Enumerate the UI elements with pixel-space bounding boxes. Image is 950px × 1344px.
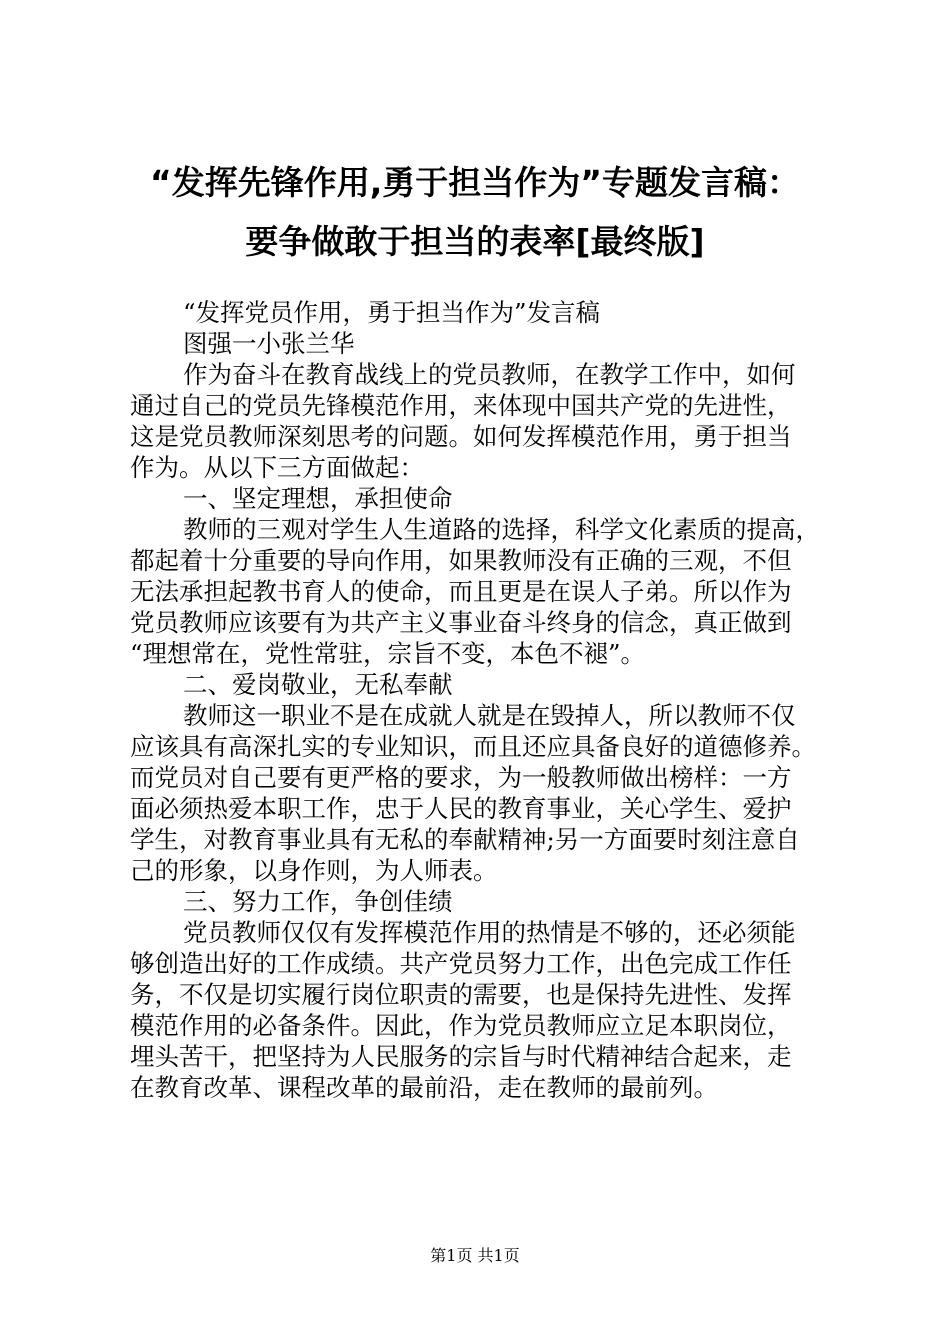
text-line: 模范作用的必备条件。因此，作为党员教师应立足本职岗位， xyxy=(130,1011,792,1040)
text-line: 学生，对教育事业具有无私的奉献精神;另一方面要时刻注意自 xyxy=(130,825,800,854)
text-line: 二、爱岗敬业，无私奉献 xyxy=(183,670,453,699)
text-line: 埋头苦干，把坚持为人民服务的宗旨与时代精神结合起来，走 xyxy=(130,1042,792,1071)
document-title-line-1: “发挥先锋作用,勇于担当作为”专题发言稿： xyxy=(150,163,800,202)
text-line: “理想常在，党性常驻，宗旨不变，本色不褪”。 xyxy=(130,639,646,668)
paragraph-subtitle xyxy=(130,297,830,328)
text-line: 作为奋斗在教育战线上的党员教师，在教学工作中，如何 xyxy=(183,360,796,389)
text-line: 务，不仅是切实履行岗位职责的需要，也是保持先进性、发挥 xyxy=(130,980,792,1009)
text-line: 三、努力工作，争创佳绩 xyxy=(183,887,453,916)
page-number-footer: 第1页 共1页 xyxy=(430,1246,520,1265)
text-line: 教师这一职业不是在成就人就是在毁掉人，所以教师不仅 xyxy=(183,701,796,730)
text-line: 无法承担起教书育人的使命，而且更是在误人子弟。所以作为 xyxy=(130,577,792,606)
text-line: 面必须热爱本职工作，忠于人民的教育事业，关心学生、爱护 xyxy=(130,794,792,823)
paragraph-section-1 xyxy=(130,514,830,669)
text-line: 己的形象，以身作则，为人师表。 xyxy=(130,856,498,885)
document-body xyxy=(130,297,830,1103)
text-line: “发挥党员作用，勇于担当作为”发言稿 xyxy=(183,298,601,327)
paragraph-intro xyxy=(130,359,830,483)
text-line: 应该具有高深扎实的专业知识，而且还应具备良好的道德修养。 xyxy=(130,732,816,761)
text-line: 图强一小张兰华 xyxy=(183,329,355,358)
section-heading-3 xyxy=(130,886,830,917)
paragraph-section-3 xyxy=(130,917,830,1103)
text-line: 一、坚定理想，承担使命 xyxy=(183,484,453,513)
text-line: 在教育改革、课程改革的最前沿，走在教师的最前列。 xyxy=(130,1073,718,1102)
text-line: 都起着十分重要的导向作用，如果教师没有正确的三观，不但 xyxy=(130,546,792,575)
text-line: 党员教师应该要有为共产主义事业奋斗终身的信念，真正做到 xyxy=(130,608,792,637)
paragraph-section-2 xyxy=(130,700,830,886)
text-line: 作为。从以下三方面做起： xyxy=(130,453,424,482)
section-heading-2 xyxy=(130,669,830,700)
text-line: 而党员对自己要有更严格的要求，为一般教师做出榜样：一方 xyxy=(130,763,792,792)
text-line: 够创造出好的工作成绩。共产党员努力工作，出色完成工作任 xyxy=(130,949,792,978)
text-line: 通过自己的党员先锋模范作用，来体现中国共产党的先进性， xyxy=(130,391,792,420)
paragraph-author xyxy=(130,328,830,359)
document-title-line-2: 要争做敢于担当的表率[最终版] xyxy=(245,222,705,261)
text-line: 党员教师仅仅有发挥模范作用的热情是不够的，还必须能 xyxy=(183,918,796,947)
section-heading-1 xyxy=(130,483,830,514)
text-line: 这是党员教师深刻思考的问题。如何发挥模范作用，勇于担当 xyxy=(130,422,792,451)
text-line: 教师的三观对学生人生道路的选择，科学文化素质的提高， xyxy=(183,515,820,544)
